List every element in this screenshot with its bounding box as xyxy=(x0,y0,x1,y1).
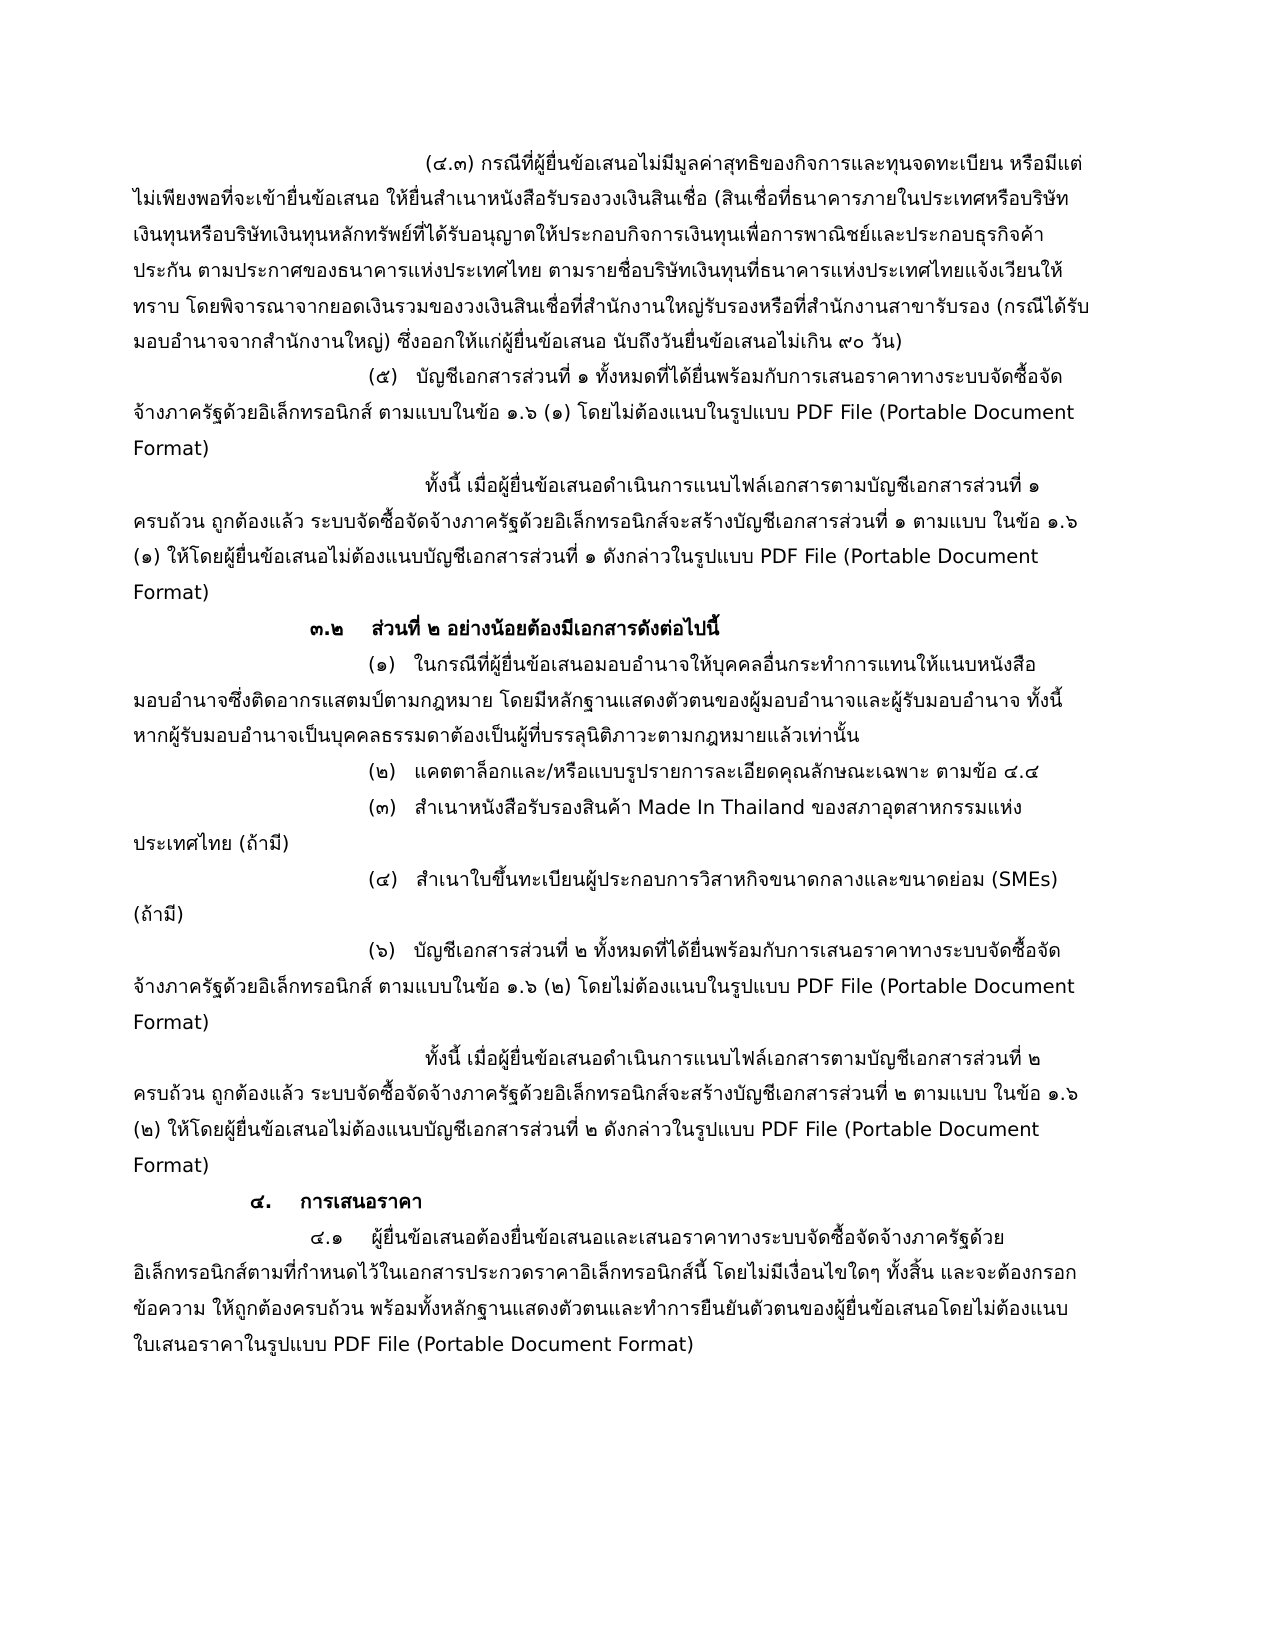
item-4-1-line-3: ข้อความ ให้ถูกต้องครบถ้วน พร้อมทั้งหลักฐานแสดงตัวตนและทำการยืนยันตัวตนของผู้ยื่นข้อเสนอโดยไม่ต้องแนบ xyxy=(133,1297,1069,1320)
item-2-line-1 xyxy=(368,756,1039,788)
para-5-text: บัญชีเอกสารส่วนที่ ๑ ทั้งหมดที่ได้ยื่นพร้อมกับการเสนอราคาทางระบบจัดซื้อจัด xyxy=(415,365,1063,388)
item-6-note-line-1: ทั้งนี้ เมื่อผู้ยื่นข้อเสนอดำเนินการแนบไฟล์เอกสารตามบัญชีเอกสารส่วนที่ ๒ xyxy=(425,1047,1041,1070)
item-2-text: แคตตาล็อกและ/หรือแบบรูปรายการละเอียดคุณลักษณะเฉพาะ ตามข้อ ๔.๔ xyxy=(414,760,1040,783)
section-3-2-heading xyxy=(310,613,719,645)
item-1-text: ในกรณีที่ผู้ยื่นข้อเสนอมอบอำนาจให้บุคคลอื่นกระทำการแทนให้แนบหนังสือ xyxy=(413,653,1037,676)
item-1-line-1 xyxy=(368,649,1036,681)
para-4-3-line-1: (๔.๓) กรณีที่ผู้ยื่นข้อเสนอไม่มีมูลค่าสุทธิของกิจการและทุนจดทะเบียน หรือมีแต่ xyxy=(425,152,1083,175)
item-4-1-number: ๔.๑ xyxy=(310,1226,344,1249)
item-6-text: บัญชีเอกสารส่วนที่ ๒ ทั้งหมดที่ได้ยื่นพร้อมกับการเสนอราคาทางระบบจัดซื้อจัด xyxy=(413,939,1061,962)
item-3-line-1 xyxy=(368,792,1022,824)
para-4-3-line-5: ทราบ โดยพิจารณาจากยอดเงินรวมของวงเงินสินเชื่อที่สำนักงานใหญ่รับรองหรือที่สำนักงานสาขารับรอง (กรณีได้รับ xyxy=(133,295,1090,318)
para-5-note-line-3: (๑) ให้โดยผู้ยื่นข้อเสนอไม่ต้องแนบบัญชีเอกสารส่วนที่ ๑ ดังกล่าวในรูปแบบ PDF File (Portable Document xyxy=(133,545,1039,568)
section-3-2-title: ส่วนที่ ๒ อย่างน้อยต้องมีเอกสารดังต่อไปนี้ xyxy=(371,617,720,640)
para-5-line-1 xyxy=(368,361,1063,393)
para-4-3-line-4: ประกัน ตามประกาศของธนาคารแห่งประเทศไทย ตามรายชื่อบริษัทเงินทุนที่ธนาคารแห่งประเทศไทยแจ้งเวียนให้ xyxy=(133,259,1063,282)
para-4-3-line-2: ไม่เพียงพอที่จะเข้ายื่นข้อเสนอ ให้ยื่นสำเนาหนังสือรับรองวงเงินสินเชื่อ (สินเชื่อที่ธนาคารภายในประเทศหรือบริษัท xyxy=(133,187,1069,210)
para-5-note-line-4: Format) xyxy=(133,581,210,604)
item-4-line-2: (ถ้ามี) xyxy=(133,903,184,926)
para-5-line-3: Format) xyxy=(133,437,210,460)
item-4-1-text: ผู้ยื่นข้อเสนอต้องยื่นข้อเสนอและเสนอราคาทางระบบจัดซื้อจัดจ้างภาครัฐด้วย xyxy=(371,1226,1005,1249)
item-6-line-1 xyxy=(368,935,1061,967)
item-6-line-2: จ้างภาครัฐด้วยอิเล็กทรอนิกส์ ตามแบบในข้อ ๑.๖ (๒) โดยไม่ต้องแนบในรูปแบบ PDF File (Portable Document xyxy=(133,975,1075,998)
para-5-line-2: จ้างภาครัฐด้วยอิเล็กทรอนิกส์ ตามแบบในข้อ ๑.๖ (๑) โดยไม่ต้องแนบในรูปแบบ PDF File (Portable Document xyxy=(133,401,1075,424)
section-3-2-number: ๓.๒ xyxy=(310,617,344,640)
item-3-line-2: ประเทศไทย (ถ้ามี) xyxy=(133,832,290,855)
item-1-number: (๑) xyxy=(368,653,396,676)
item-1-line-2: มอบอำนาจซึ่งติดอากรแสตมป์ตามกฎหมาย โดยมีหลักฐานแสดงตัวตนของผู้มอบอำนาจและผู้รับมอบอำนาจ ทั้งนี้ xyxy=(133,689,1063,712)
item-3-text: สำเนาหนังสือรับรองสินค้า Made In Thailand ของสภาอุตสาหกรรมแห่ง xyxy=(414,796,1023,819)
section-4-number: ๔. xyxy=(250,1190,273,1213)
item-6-number: (๖) xyxy=(368,939,396,962)
section-4-heading xyxy=(250,1186,422,1218)
item-4-number: (๔) xyxy=(368,868,398,891)
para-4-3-line-3: เงินทุนหรือบริษัทเงินทุนหลักทรัพย์ที่ได้รับอนุญาตให้ประกอบกิจการเงินทุนเพื่อการพาณิชย์และประกอบธุรกิจค้า xyxy=(133,223,1045,246)
item-6-line-3: Format) xyxy=(133,1011,210,1034)
item-4-text: สำเนาใบขึ้นทะเบียนผู้ประกอบการวิสาหกิจขนาดกลางและขนาดย่อม (SMEs) xyxy=(415,868,1059,891)
item-3-number: (๓) xyxy=(368,796,397,819)
item-6-note-line-2: ครบถ้วน ถูกต้องแล้ว ระบบจัดซื้อจัดจ้างภาครัฐด้วยอิเล็กทรอนิกส์จะสร้างบัญชีเอกสารส่วนที่ ๒ ตามแบบ ในข้อ ๑.๖ xyxy=(133,1082,1079,1105)
para-5-number: (๕) xyxy=(368,365,398,388)
item-4-line-1 xyxy=(368,864,1058,896)
item-4-1-line-1 xyxy=(310,1222,1005,1254)
item-4-1-line-2: อิเล็กทรอนิกส์ตามที่กำหนดไว้ในเอกสารประกวดราคาอิเล็กทรอนิกส์นี้ โดยไม่มีเงื่อนไขใดๆ ทั้งสิ้น และจะต้องกรอก xyxy=(133,1261,1077,1284)
para-5-note-line-1: ทั้งนี้ เมื่อผู้ยื่นข้อเสนอดำเนินการแนบไฟล์เอกสารตามบัญชีเอกสารส่วนที่ ๑ xyxy=(425,474,1041,497)
item-6-note-line-3: (๒) ให้โดยผู้ยื่นข้อเสนอไม่ต้องแนบบัญชีเอกสารส่วนที่ ๒ ดังกล่าวในรูปแบบ PDF File (Portable Document xyxy=(133,1118,1040,1141)
item-6-note-line-4: Format) xyxy=(133,1154,210,1177)
para-5-note-line-2: ครบถ้วน ถูกต้องแล้ว ระบบจัดซื้อจัดจ้างภาครัฐด้วยอิเล็กทรอนิกส์จะสร้างบัญชีเอกสารส่วนที่ ๑ ตามแบบ ในข้อ ๑.๖ xyxy=(133,510,1078,533)
section-4-title: การเสนอราคา xyxy=(300,1190,423,1213)
item-1-line-3: หากผู้รับมอบอำนาจเป็นบุคคลธรรมดาต้องเป็นผู้ที่บรรลุนิติภาวะตามกฎหมายแล้วเท่านั้น xyxy=(133,724,860,747)
item-4-1-line-4: ใบเสนอราคาในรูปแบบ PDF File (Portable Document Format) xyxy=(133,1333,694,1356)
item-2-number: (๒) xyxy=(368,760,397,783)
para-4-3-line-6: มอบอำนาจจากสำนักงานใหญ่) ซึ่งออกให้แก่ผู้ยื่นข้อเสนอ นับถึงวันยื่นข้อเสนอไม่เกิน ๙๐ วัน) xyxy=(133,330,903,353)
